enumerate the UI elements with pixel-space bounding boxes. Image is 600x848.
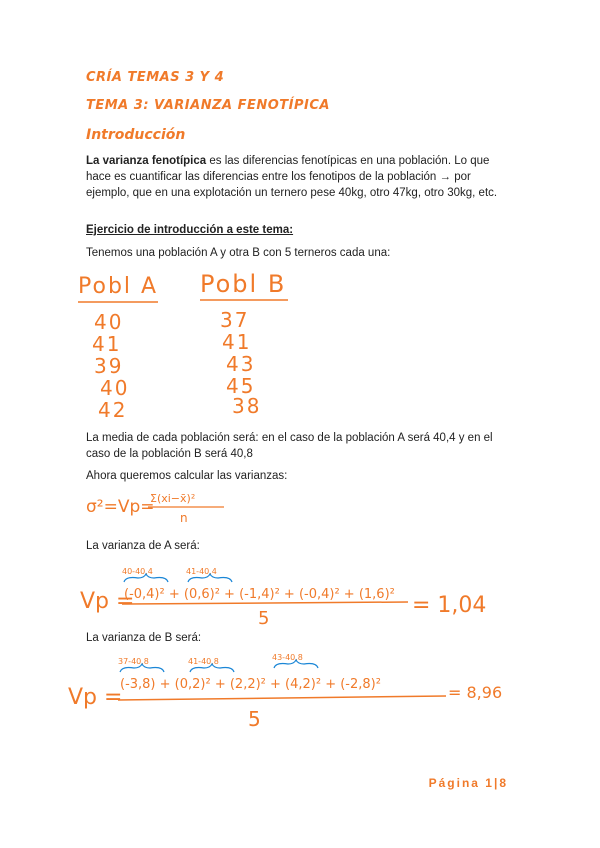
brace-label: 43-40,8 xyxy=(272,653,303,662)
formula-lhs: σ²=Vp= xyxy=(86,497,155,517)
var-b-label: La varianza de B será: xyxy=(86,632,202,644)
b-value: 43 xyxy=(226,352,256,376)
variance-a-calc xyxy=(78,562,518,630)
var-b-numerator: (-3,8) + (0,2)² + (2,2)² + (4,2)² + (-2,8)² xyxy=(120,677,381,692)
a-value: 41 xyxy=(92,332,122,356)
intro-paragraph xyxy=(86,153,516,201)
means-paragraph: La media de cada población será: en el caso de la población A será 40,4 y en el caso de la población B será 40,8 xyxy=(86,432,493,460)
var-a-denominator: 5 xyxy=(258,608,270,629)
a-value: 40 xyxy=(94,310,124,334)
formula-numerator: Σ(xi−x̄)² xyxy=(150,492,196,505)
exercise-heading-text: Ejercicio de introducción a este tema: xyxy=(86,224,294,236)
brace-label: 40-40,4 xyxy=(122,567,153,576)
vp-lhs: Vp = xyxy=(80,589,135,614)
variance-b-calc xyxy=(66,650,536,730)
var-a-numerator: (-0,4)² + (0,6)² + (-1,4)² + (-0,4)² + (1,6)² xyxy=(124,587,395,602)
topic-title: TEMA 3: VARIANZA FENOTÍPICA xyxy=(86,98,330,113)
exercise-heading xyxy=(86,222,516,238)
course-title: CRÍA TEMAS 3 Y 4 xyxy=(86,70,225,85)
page-number: Página 1|8 xyxy=(428,776,508,790)
variances-intro: Ahora queremos calcular las varianzas: xyxy=(86,470,288,482)
brace-label: 41-40,4 xyxy=(186,567,217,576)
var-a-label: La varianza de A será: xyxy=(86,540,200,552)
a-value: 39 xyxy=(94,354,124,378)
population-table xyxy=(70,268,330,422)
b-value: 38 xyxy=(232,394,262,418)
col-a-header: Pobl A xyxy=(78,274,159,299)
a-value: 42 xyxy=(98,398,128,422)
intro-text: es las diferencias fenotípicas en una población. Lo que hace es cuantificar las diferencias entre los fenotipos de la población → por ejemplo, que en una explotación un ternero pese 40kg, otro 47kg, otro 30kg, etc. xyxy=(86,155,498,199)
b-value: 37 xyxy=(220,308,250,332)
var-b-result: = 8,96 xyxy=(448,683,503,702)
a-value: 40 xyxy=(100,376,130,400)
var-b-denominator: 5 xyxy=(248,707,261,730)
section-heading: Introducción xyxy=(86,127,186,143)
brace-label: 37-40,8 xyxy=(118,657,149,666)
var-a-result: = 1,04 xyxy=(412,593,487,618)
exercise-statement: Tenemos una población A y otra B con 5 terneros cada una: xyxy=(86,247,391,259)
variance-formula xyxy=(84,486,244,528)
col-b-header: Pobl B xyxy=(200,270,287,298)
b-value: 41 xyxy=(222,330,252,354)
vp-lhs: Vp = xyxy=(68,685,123,710)
brace-label: 41-40,8 xyxy=(188,657,219,666)
b-value: 45 xyxy=(226,374,256,398)
formula-denominator: n xyxy=(180,511,188,525)
intro-term: La varianza fenotípica xyxy=(86,155,207,167)
